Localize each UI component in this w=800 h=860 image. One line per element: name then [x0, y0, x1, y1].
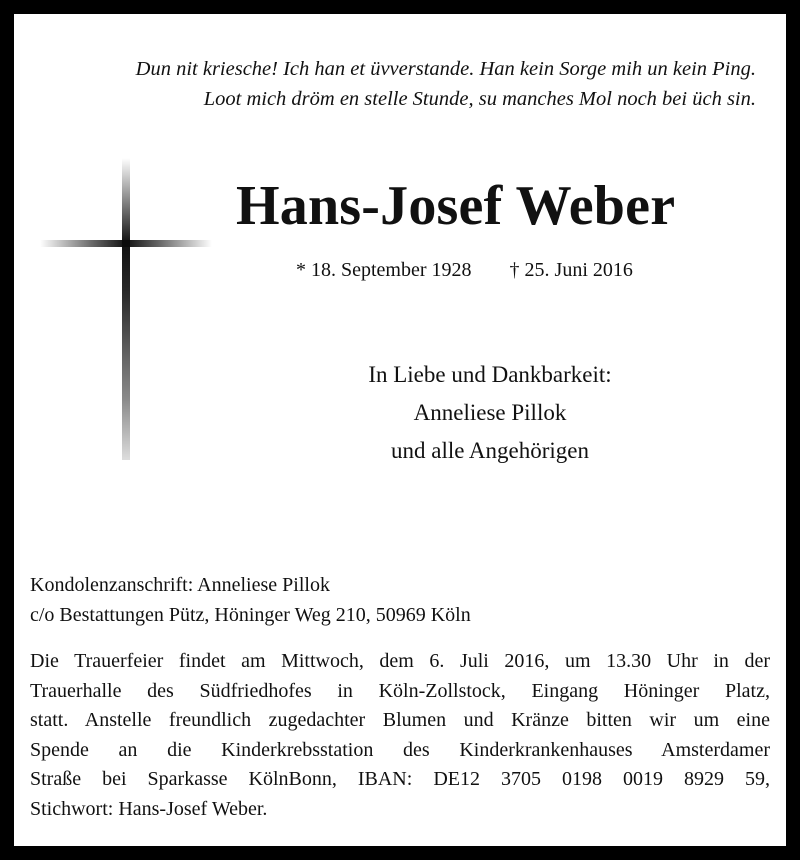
deceased-name: Hans-Josef Weber	[236, 175, 676, 237]
life-dates	[296, 257, 633, 283]
service-notice	[30, 647, 770, 824]
condolence-address	[30, 570, 471, 630]
dialect-quote	[16, 54, 756, 114]
condolence-line-2: c/o Bestattungen Pütz, Höninger Weg 210, 50969 Köln	[30, 604, 471, 626]
quote-line-1: Dun nit kriesche! Ich han et üvverstande. Han kein Sorge mih un kein Ping.	[135, 58, 756, 80]
condolence-line-1: Kondolenzanschrift: Anneliese Pillok	[30, 574, 330, 596]
mourners-block	[290, 356, 690, 470]
cross-icon	[40, 158, 212, 460]
death-date: † 25. Juni 2016	[509, 259, 633, 281]
service-line: Spende an die Kinderkrebsstation des Kinderkrankenhauses Amsterdamer	[30, 738, 770, 761]
service-line: Trauerhalle des Südfriedhofes in Köln-Zollstock, Eingang Höninger Platz,	[30, 679, 770, 702]
mourner-name: Anneliese Pillok	[413, 400, 567, 425]
service-line: Die Trauerfeier findet am Mittwoch, dem 6. Juli 2016, um 13.30 Uhr in der	[30, 650, 770, 672]
mourner-relatives: und alle Angehörigen	[390, 438, 589, 463]
service-line: Straße bei Sparkasse KölnBonn, IBAN: DE12 3705 0198 0019 8929 59,	[30, 768, 770, 790]
service-line: statt. Anstelle freundlich zugedachter Blumen und Kränze bitten wir um eine	[30, 709, 770, 731]
birth-date: * 18. September 1928	[296, 259, 472, 281]
mourners-heading: In Liebe und Dankbarkeit:	[368, 362, 612, 387]
quote-line-2: Loot mich dröm en stelle Stunde, su manches Mol noch bei üch sin.	[203, 88, 756, 110]
service-line: Stichwort: Hans-Josef Weber.	[30, 797, 268, 820]
